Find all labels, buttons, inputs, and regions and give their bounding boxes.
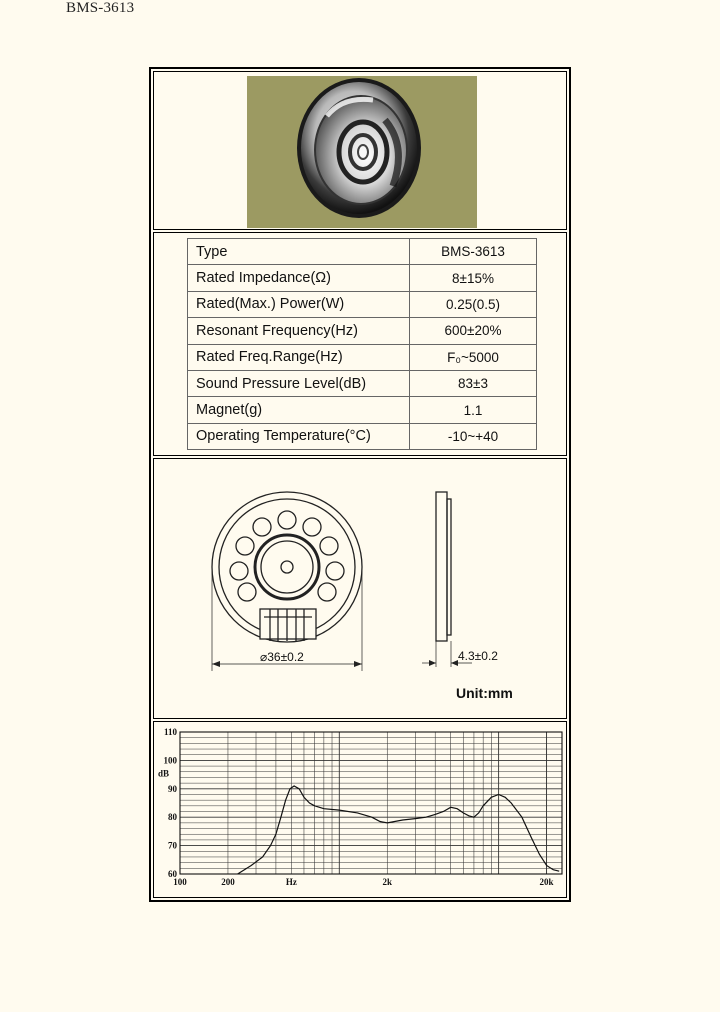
x-tick-label: 100 <box>173 877 187 887</box>
datasheet-frame <box>149 67 571 902</box>
spec-value: 600±20% <box>410 318 537 344</box>
spec-label: Rated Freq.Range(Hz) <box>188 344 410 370</box>
x-tick-label: 200 <box>221 877 235 887</box>
spec-value: 0.25(0.5) <box>410 291 537 317</box>
spec-label: Rated Impedance(Ω) <box>188 265 410 291</box>
table-row <box>188 344 537 370</box>
y-tick-label: 90 <box>168 783 177 794</box>
table-row <box>188 397 537 423</box>
unit-label: Unit:mm <box>456 685 513 701</box>
side-profile <box>436 492 447 641</box>
y-tick-label: 70 <box>168 840 177 851</box>
spec-label: Sound Pressure Level(dB) <box>188 370 410 396</box>
spec-value: F₀~5000 <box>410 344 537 370</box>
diameter-label: ⌀36±0.2 <box>260 650 304 664</box>
table-row <box>188 318 537 344</box>
response-curve <box>238 786 560 874</box>
dimension-drawing <box>154 459 566 718</box>
table-row <box>188 370 537 396</box>
y-axis-label: dB <box>158 768 170 779</box>
y-tick-label: 110 <box>163 727 177 737</box>
spec-panel <box>153 232 567 456</box>
spec-label: Operating Temperature(°C) <box>188 423 410 449</box>
y-tick-label: 100 <box>163 755 177 766</box>
spec-value: 83±3 <box>410 370 537 396</box>
y-tick-label: 80 <box>168 812 177 823</box>
document-title: BMS-3613 <box>66 0 135 16</box>
drawing-panel <box>153 458 567 719</box>
table-row <box>188 291 537 317</box>
table-row <box>188 239 537 265</box>
speaker-photo <box>247 76 477 228</box>
y-tick-label: 60 <box>168 869 177 879</box>
photo-panel <box>153 71 567 230</box>
spec-value: 1.1 <box>410 397 537 423</box>
thickness-label: 4.3±0.2 <box>458 649 498 663</box>
frequency-response-chart <box>154 722 566 897</box>
chart-panel <box>153 721 567 898</box>
spec-value: -10~+40 <box>410 423 537 449</box>
spec-label: Rated(Max.) Power(W) <box>188 291 410 317</box>
x-tick-label: Hz <box>285 877 297 887</box>
plot-frame <box>180 732 562 874</box>
table-row <box>188 423 537 449</box>
spec-label: Type <box>188 239 410 265</box>
spec-value: 8±15% <box>410 265 537 291</box>
speaker-illustration <box>247 76 477 228</box>
spec-value: BMS-3613 <box>410 239 537 265</box>
table-row <box>188 265 537 291</box>
spec-label: Resonant Frequency(Hz) <box>188 318 410 344</box>
spec-table <box>187 238 537 450</box>
x-tick-label: 2k <box>382 877 393 887</box>
x-tick-label: 20k <box>539 877 554 887</box>
spec-label: Magnet(g) <box>188 397 410 423</box>
